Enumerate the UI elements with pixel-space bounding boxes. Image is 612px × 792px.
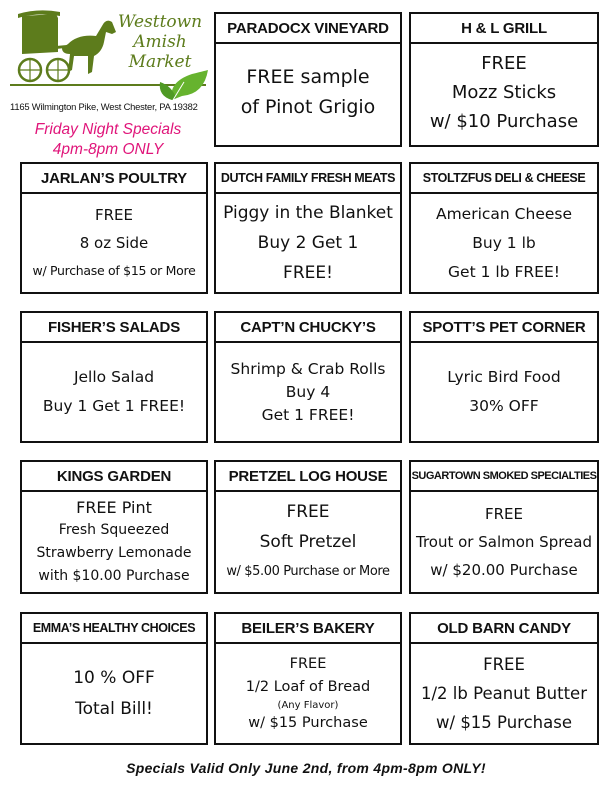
offer-line: Fresh Squeezed [58, 522, 170, 538]
offer-line: w/ Purchase of $15 or More [32, 263, 196, 278]
vendor-card-fisher [20, 311, 208, 443]
brand-line-3: Market [128, 52, 192, 72]
offer-line: Lyric Bird Food [447, 368, 561, 386]
vendor-card-old-barn [409, 612, 599, 745]
offer-line: Soft Pretzel [259, 532, 357, 552]
vendor-name: KINGS GARDEN [22, 462, 206, 492]
offer-line: Piggy in the Blanket [223, 203, 393, 223]
vendor-card-captn-chucky [214, 311, 402, 443]
offer-line: Mozz Sticks [451, 82, 557, 103]
vendor-card-emmas [20, 612, 208, 745]
offer-line: 10 % OFF [73, 667, 155, 688]
vendor-name: H & L GRILL [411, 14, 597, 44]
offer-line: FREE [483, 655, 525, 674]
offer-line: w/ $15 Purchase [436, 713, 572, 732]
offer-line: 8 oz Side [79, 234, 149, 252]
offer-line: Buy 2 Get 1 [257, 233, 359, 253]
vendor-card-sugartown [409, 460, 599, 594]
vendor-name: BEILER’S BAKERY [216, 614, 400, 644]
offer-line: FREE! [283, 263, 333, 283]
offer-line: with $10.00 Purchase [38, 568, 190, 584]
offer-line: Buy 1 lb [472, 233, 536, 252]
vendor-card-jarlan [20, 162, 208, 294]
vendor-name: PRETZEL LOG HOUSE [216, 462, 400, 492]
vendor-name: OLD BARN CANDY [411, 614, 597, 644]
offer-line: FREE [94, 206, 133, 224]
brand-line-2: Amish [133, 32, 187, 52]
offer-line: FREE [286, 502, 330, 522]
validity-note: Specials Valid Only June 2nd, from 4pm-8pm ONLY! [126, 760, 486, 776]
market-address: 1165 Wilmington Pike, West Chester, PA 19382 [10, 101, 198, 112]
offer-line: Buy 4 [285, 382, 331, 401]
offer-line: Get 1 FREE! [261, 405, 355, 424]
vendor-name: JARLAN’S POULTRY [22, 164, 206, 194]
offer-line: Shrimp & Crab Rolls [230, 359, 386, 378]
friday-specials-hours: 4pm-8pm ONLY [52, 141, 164, 158]
offer-line: 1/2 lb Peanut Butter [420, 684, 587, 703]
vendor-name: FISHER’S SALADS [22, 313, 206, 343]
offer-line: w/ $20.00 Purchase [430, 561, 578, 579]
offer-line: Trout or Salmon Spread [415, 533, 592, 551]
offer-line: Get 1 lb FREE! [448, 262, 560, 281]
offer-line: of Pinot Grigio [240, 95, 376, 118]
vendor-name: DUTCH FAMILY FRESH MEATS [216, 164, 400, 194]
vendor-card-paradocx [214, 12, 402, 147]
offer-line: FREE [481, 53, 527, 74]
market-name [112, 12, 208, 72]
offer-line: Strawberry Lemonade [36, 545, 192, 561]
market-logo [8, 8, 208, 158]
offer-line: w/ $10 Purchase [429, 111, 579, 132]
vendor-name: CAPT’N CHUCKY’S [216, 313, 400, 343]
friday-specials-title: Friday Night Specials [34, 121, 182, 138]
offer-line: FREE sample [246, 65, 370, 88]
vendor-card-beilers [214, 612, 402, 745]
offer-line: Buy 1 Get 1 FREE! [42, 397, 186, 415]
offer-line: FREE [484, 505, 523, 523]
vendor-name: EMMA’S HEALTHY CHOICES [22, 614, 206, 644]
offer-line: 30% OFF [469, 397, 539, 415]
offer-line: 1/2 Loaf of Bread [245, 678, 371, 695]
vendor-card-hl-grill [409, 12, 599, 147]
offer-line: FREE Pint [76, 498, 152, 517]
vendor-card-kings-garden [20, 460, 208, 594]
offer-line: (Any Flavor) [277, 699, 339, 711]
friday-specials [8, 120, 208, 160]
vendor-name: STOLTZFUS DELI & CHEESE [411, 164, 597, 194]
vendor-name: SPOTT’S PET CORNER [411, 313, 597, 343]
vendor-name: PARADOCX VINEYARD [216, 14, 400, 44]
brand-line-1: Westtown [117, 12, 203, 32]
offer-line: Jello Salad [73, 368, 155, 386]
offer-line: FREE [289, 655, 327, 672]
offer-line: w/ $15 Purchase [248, 714, 368, 731]
vendor-card-spotts [409, 311, 599, 443]
offer-line: Total Bill! [75, 698, 153, 719]
vendor-card-stoltzfus [409, 162, 599, 294]
offer-line: American Cheese [435, 204, 573, 223]
vendor-name: SUGARTOWN SMOKED SPECIALTIES [411, 462, 597, 492]
vendor-card-pretzel-log [214, 460, 402, 594]
vendor-card-dutch-family [214, 162, 402, 294]
offer-line: w/ $5.00 Purchase or More [226, 564, 390, 579]
